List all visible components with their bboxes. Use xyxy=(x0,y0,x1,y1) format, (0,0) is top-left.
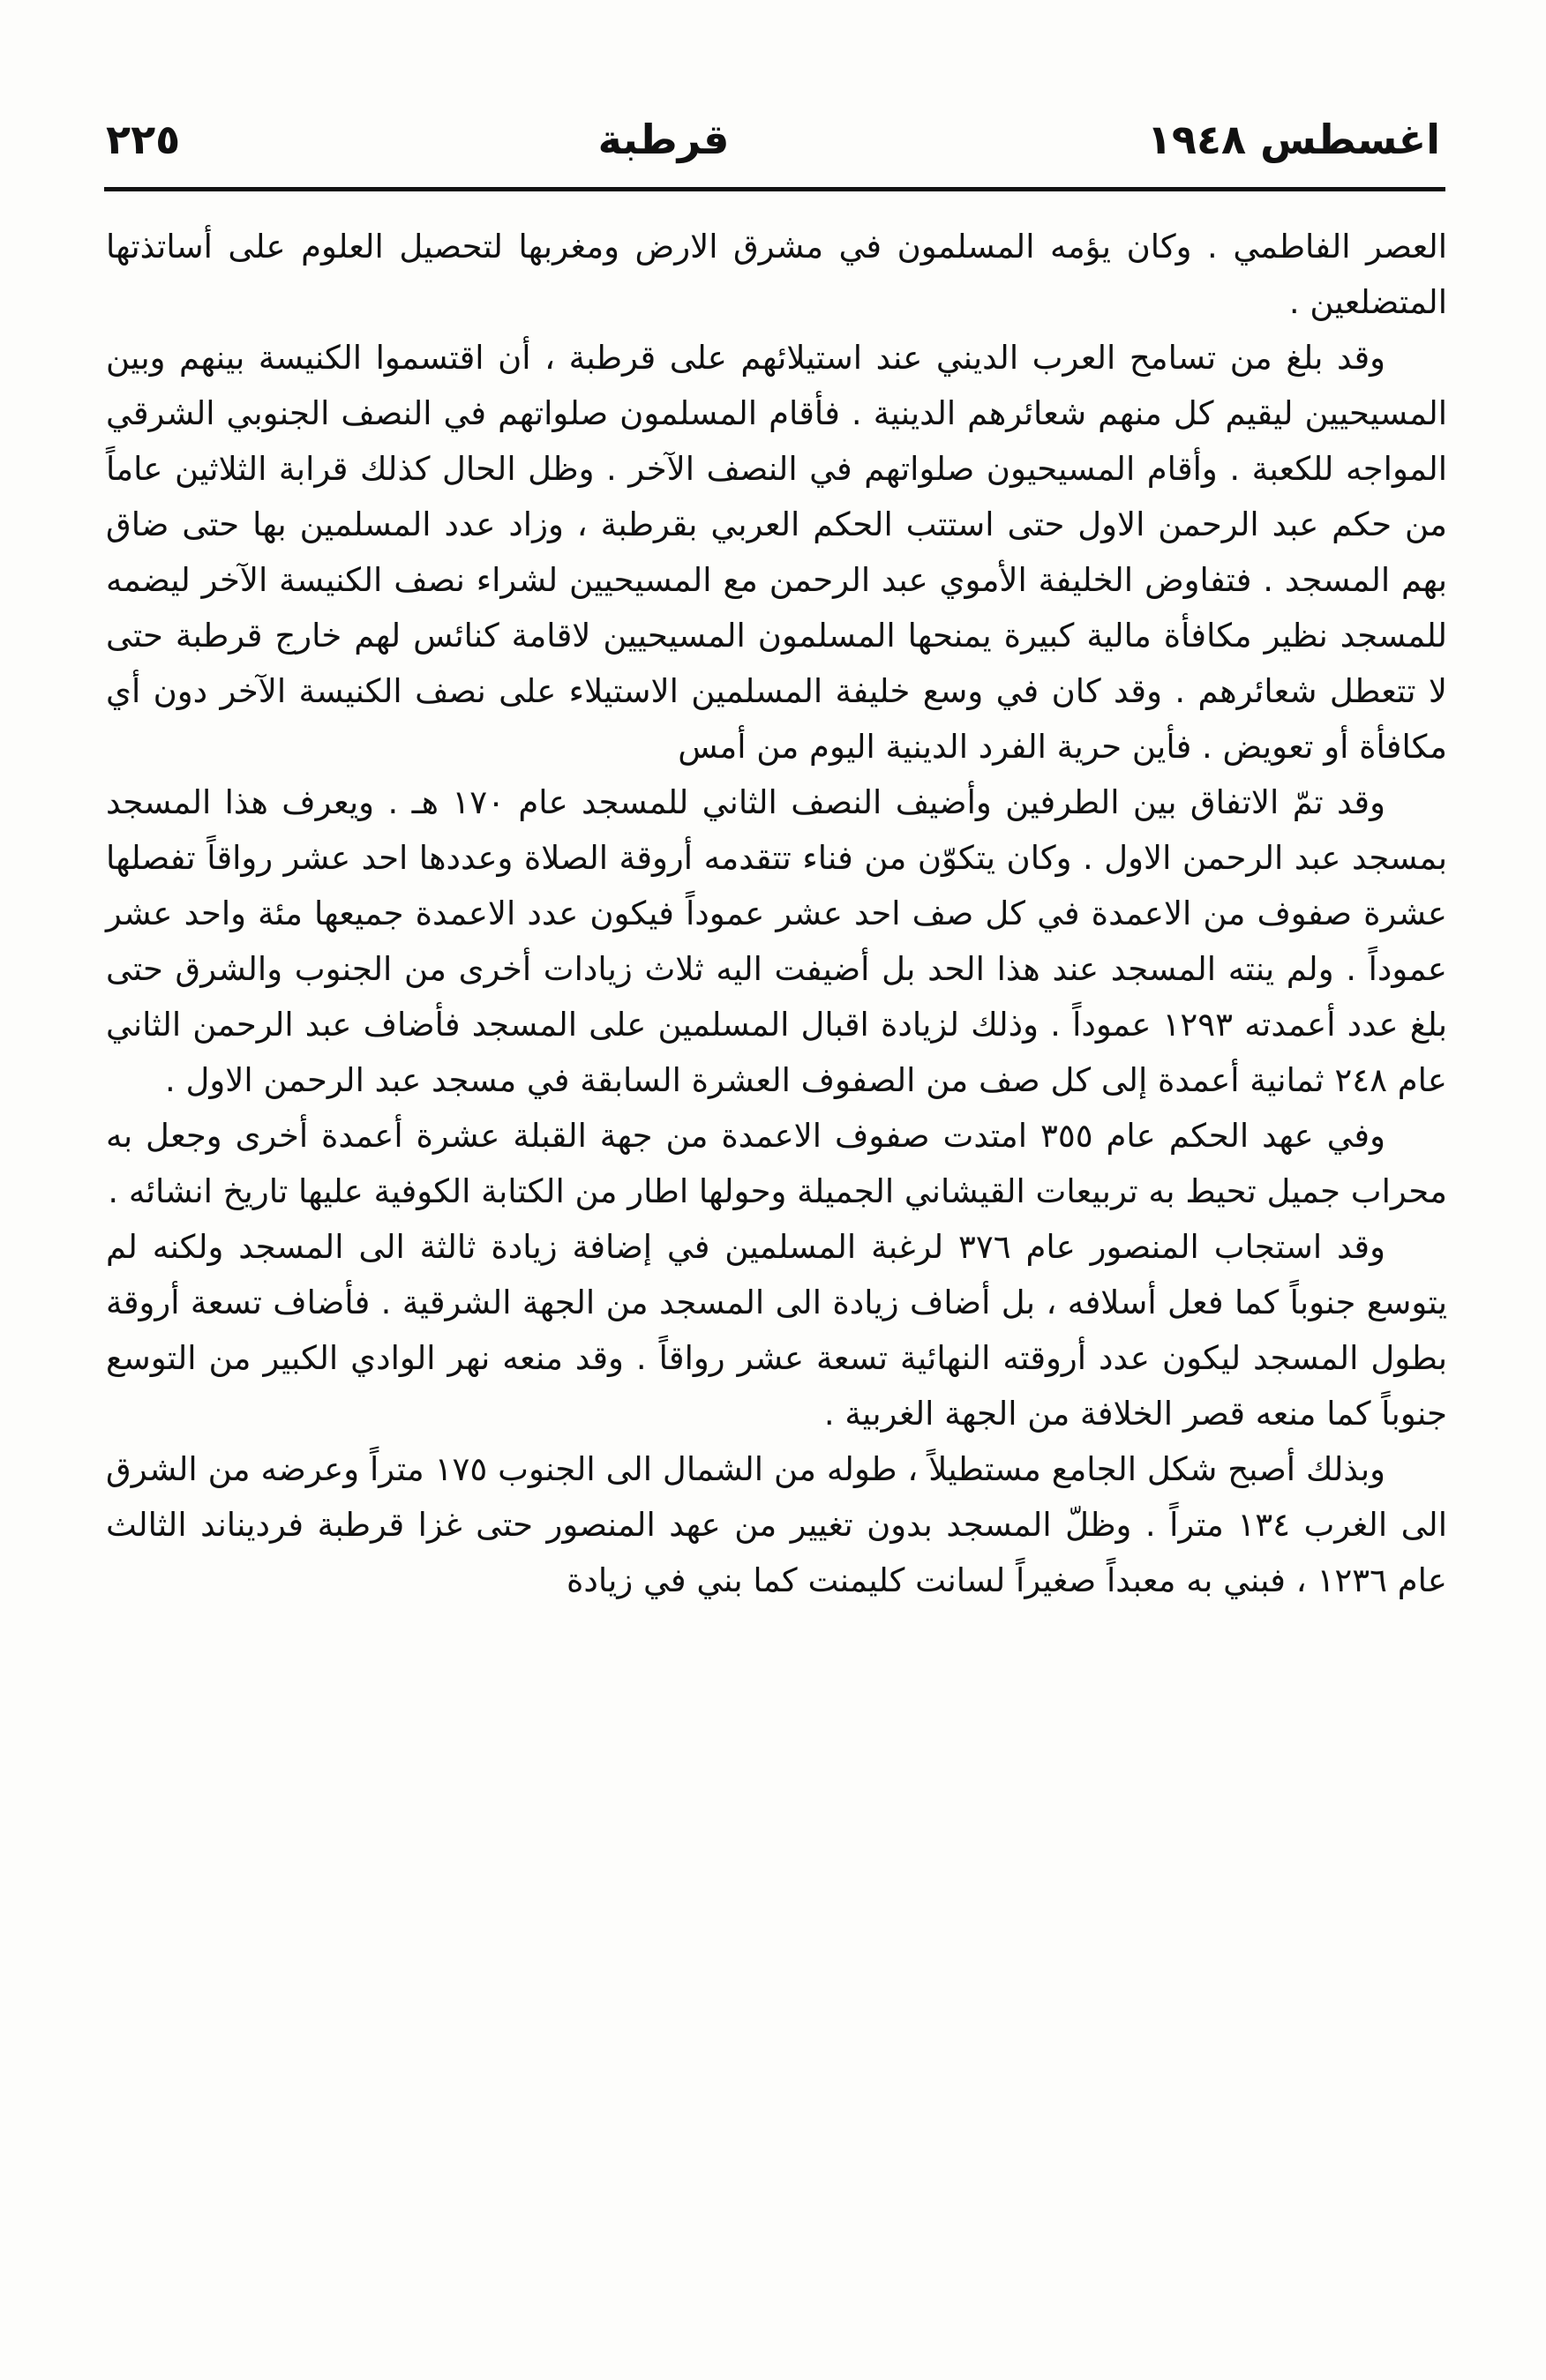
paragraph-6: وبذلك أصبح شكل الجامع مستطيلاً ، طوله من الشمال الى الجنوب ١٧٥ متراً وعرضه من الشرق الى الغرب ١٣٤ متراً . وظلّ المسجد بدون تغيير من عهد المنصور حتى غزا قرطبة فرديناند الثالث عام ١٢٣٦ ، فبني به معبداً صغيراً لسانت كليمنت كما بني في زيادة xyxy=(106,1450,1447,1599)
header-title: قرطبة xyxy=(597,116,730,163)
running-head xyxy=(106,104,1440,175)
paragraph-4: وفي عهد الحكم عام ٣٥٥ امتدت صفوف الاعمدة من جهة القبلة عشرة أعمدة أخرى وجعل به محراب جميل تحيط به تربيعات القيشاني الجميلة وحولها اطار من الكتابة الكوفية عليها تاريخ انشائه . xyxy=(106,1117,1447,1210)
header-rule xyxy=(104,187,1445,191)
paragraph-1: العصر الفاطمي . وكان يؤمه المسلمون في مشرق الارض ومغربها لتحصيل العلوم على أساتذتها المتضلعين . xyxy=(106,228,1447,321)
page-number: ٢٢٥ xyxy=(106,116,181,163)
paragraph-3: وقد تمّ الاتفاق بين الطرفين وأضيف النصف الثاني للمسجد عام ١٧٠ هـ . ويعرف هذا المسجد بمسجد عبد الرحمن الاول . وكان يتكوّن من فناء تتقدمه أروقة الصلاة وعددها احد عشر رواقاً تفصلها عشرة صفوف من الاعمدة في كل صف احد عشر عموداً فيكون عدد الاعمدة جميعها مئة واحد عشر عموداً . ولم ينته المسجد عند هذا الحد بل أضيفت اليه ثلاث زيادات أخرى من الجنوب والشرق حتى بلغ عدد أعمدته ١٢٩٣ عموداً . وذلك لزيادة اقبال المسلمين على المسجد فأضاف عبد الرحمن الثاني عام ٢٤٨ ثمانية أعمدة إلى كل صف من الصفوف العشرة السابقة في مسجد عبد الرحمن الاول . xyxy=(106,783,1447,1099)
paragraph-2: وقد بلغ من تسامح العرب الديني عند استيلائهم على قرطبة ، أن اقتسموا الكنيسة بينهم وبين المسيحيين ليقيم كل منهم شعائرهم الدينية . فأقام المسلمون صلواتهم في النصف الجنوبي الشرقي المواجه للكعبة . وأقام المسيحيون صلواتهم في النصف الآخر . وظل الحال كذلك قرابة الثلاثين عاماً من حكم عبد الرحمن الاول حتى استتب الحكم العربي بقرطبة ، وزاد عدد المسلمين بها حتى ضاق بهم المسجد . فتفاوض الخليفة الأموي عبد الرحمن مع المسيحيين لشراء نصف الكنيسة الآخر ليضمه للمسجد نظير مكافأة مالية كبيرة يمنحها المسلمون المسيحيين لاقامة كنائس لهم خارج قرطبة حتى لا تتعطل شعائرهم . وقد كان في وسع خليفة المسلمين الاستيلاء على نصف الكنيسة الآخر دون أي مكافأة أو تعويض . فأين حرية الفرد الدينية اليوم من أمس xyxy=(106,339,1447,766)
header-date: اغسطس ١٩٤٨ xyxy=(1146,116,1440,163)
article-body xyxy=(106,219,1447,1608)
paragraph-5: وقد استجاب المنصور عام ٣٧٦ لرغبة المسلمين في إضافة زيادة ثالثة الى المسجد ولكنه لم يتوسع جنوباً كما فعل أسلافه ، بل أضاف زيادة الى المسجد من الجهة الشرقية . فأضاف تسعة أروقة بطول المسجد ليكون عدد أروقته النهائية تسعة عشر رواقاً . وقد منعه نهر الوادي الكبير من التوسع جنوباً كما منعه قصر الخلافة من الجهة الغربية . xyxy=(106,1228,1447,1433)
